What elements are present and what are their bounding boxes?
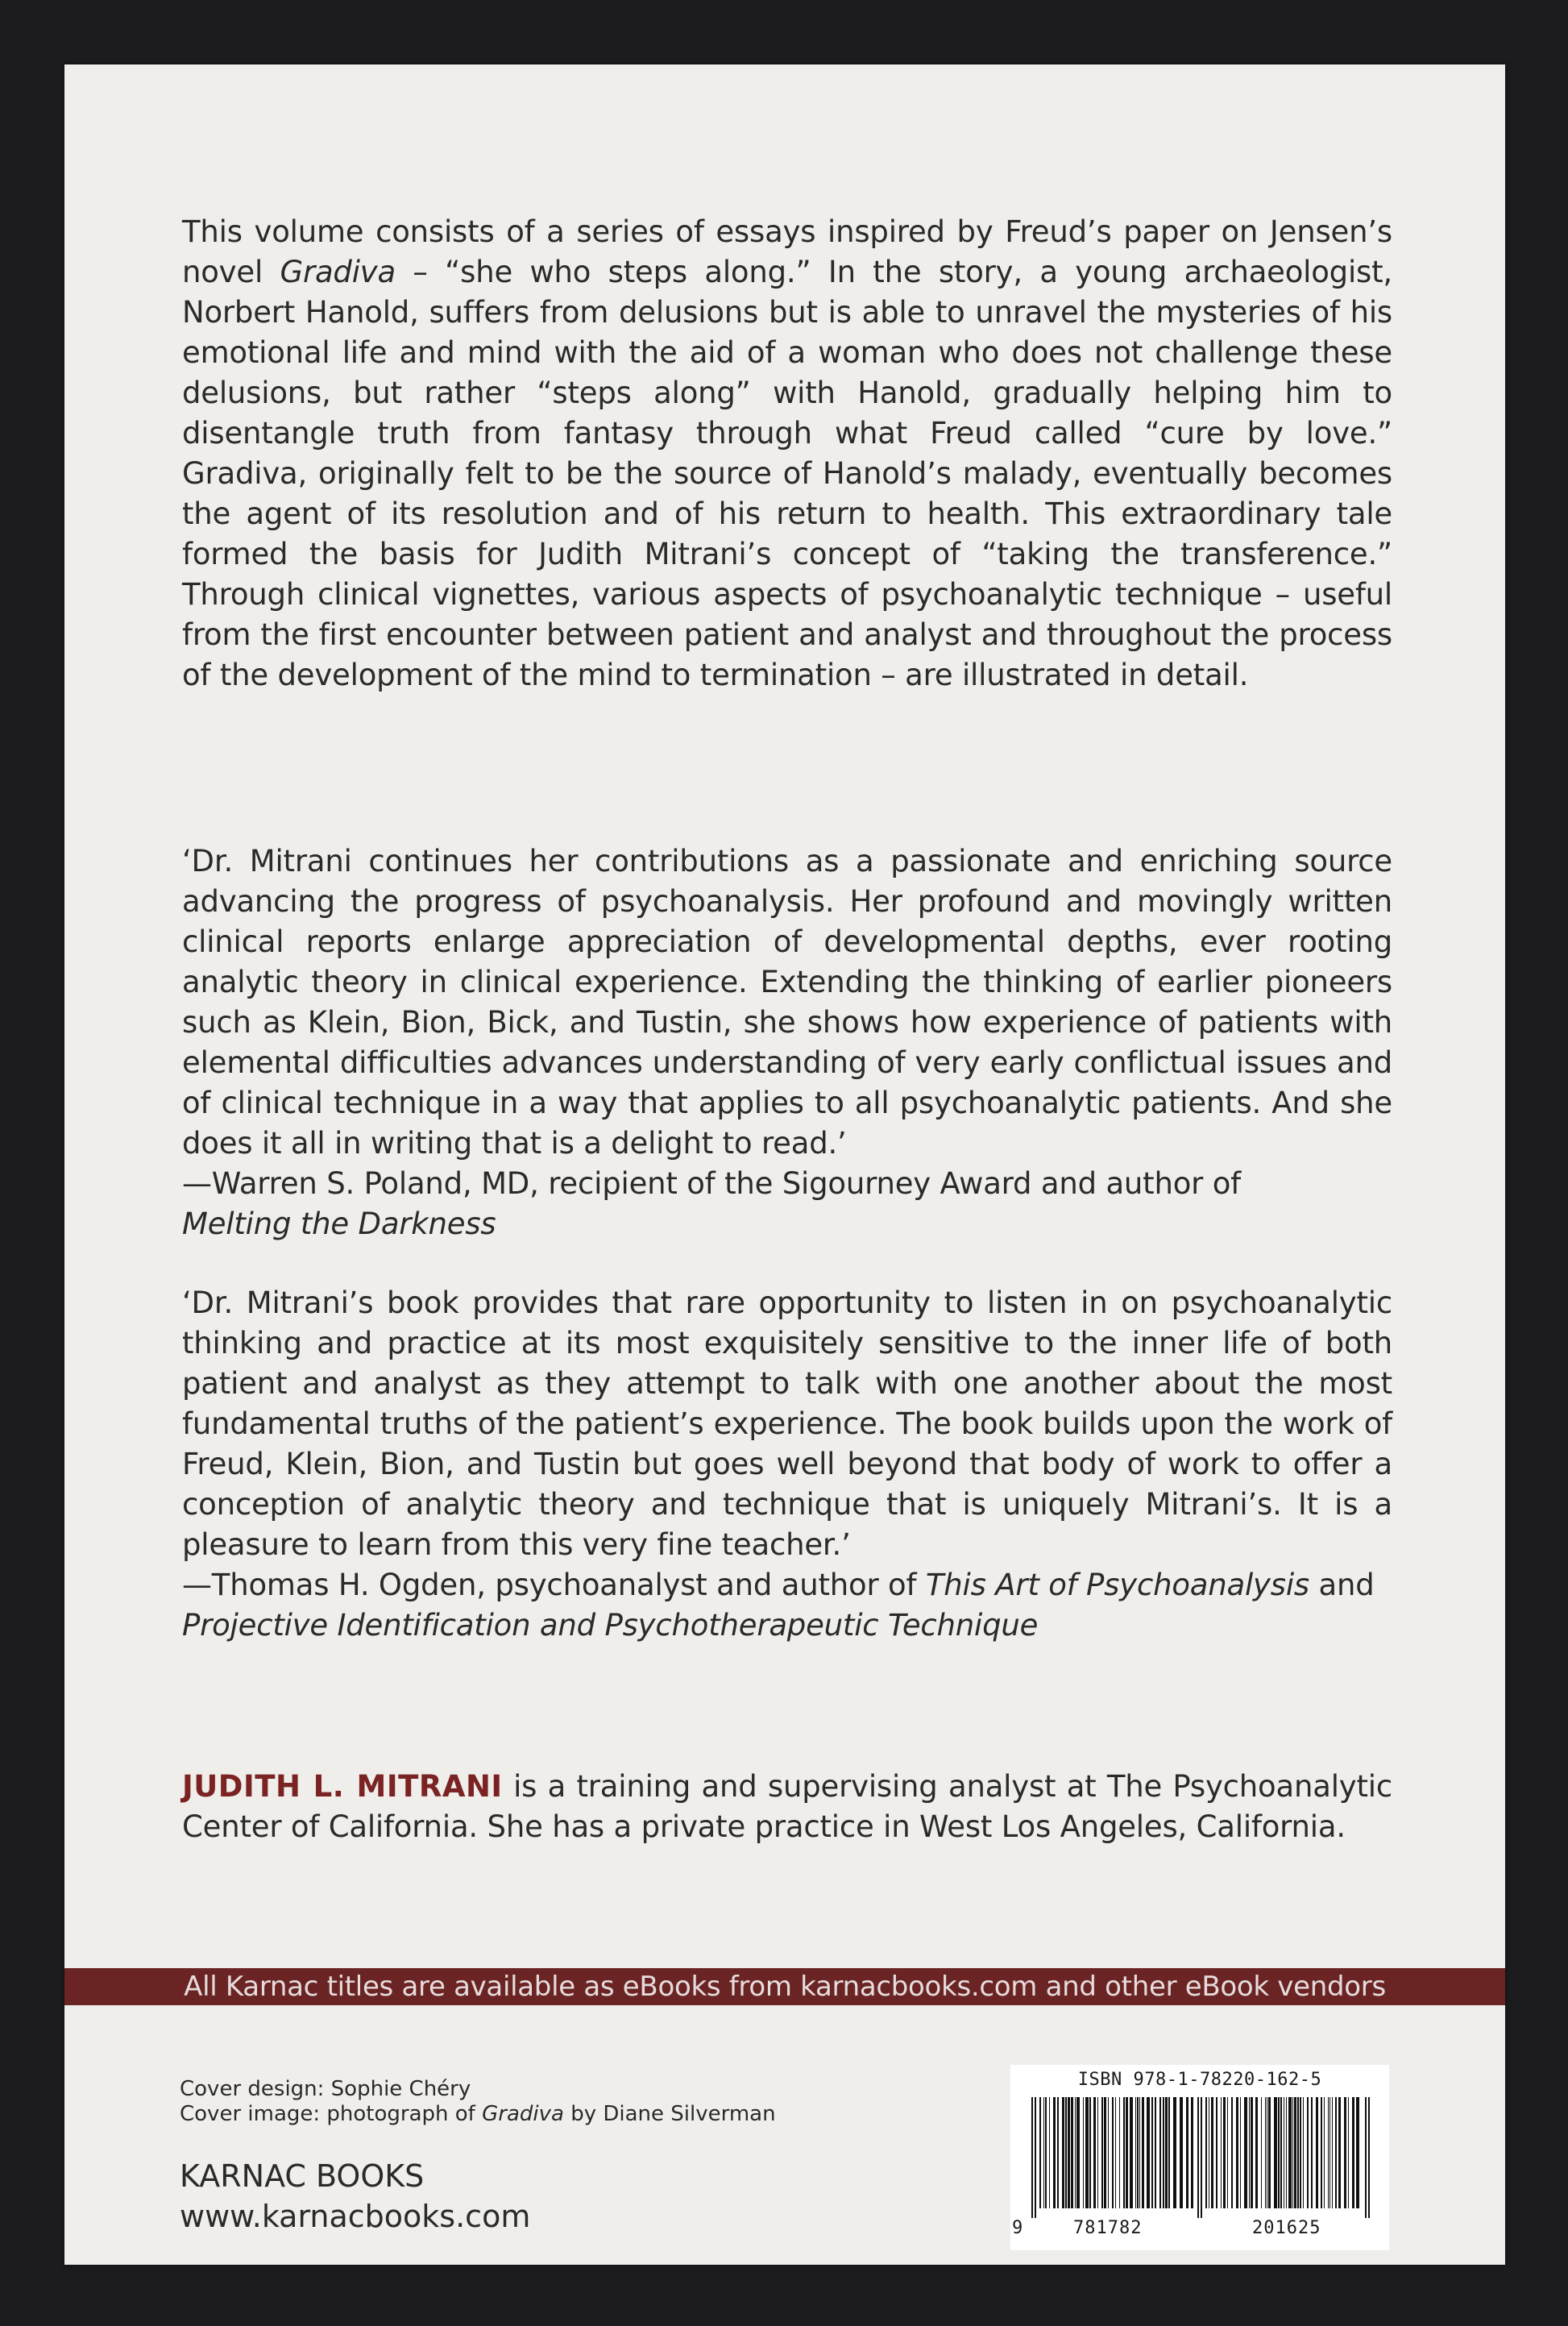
- barcode-bar: [1135, 2097, 1136, 2208]
- barcode-bar: [1338, 2097, 1341, 2208]
- barcode-bar: [1307, 2097, 1309, 2208]
- barcode-digits-right: 201625: [1252, 2218, 1321, 2238]
- barcode-bar: [1221, 2097, 1222, 2208]
- barcode-bar: [1249, 2097, 1250, 2208]
- barcode-bar: [1297, 2097, 1299, 2208]
- publisher-block: [180, 2156, 530, 2237]
- review-poland: [182, 841, 1392, 1244]
- barcode-bar: [1108, 2097, 1109, 2208]
- author-name: JUDITH L. MITRANI: [182, 1769, 503, 1804]
- barcode-guard-bar: [1201, 2097, 1202, 2218]
- cover-credits: [180, 2077, 776, 2127]
- barcode-bar: [1329, 2097, 1330, 2208]
- barcode-guard-bar: [1197, 2097, 1199, 2218]
- barcode-bar: [1300, 2097, 1301, 2208]
- barcode-bar: [1311, 2097, 1313, 2208]
- publisher-url: www.karnacbooks.com: [180, 2199, 531, 2234]
- barcode-bar: [1057, 2097, 1059, 2208]
- barcode-guard-bar: [1031, 2097, 1033, 2218]
- barcode-bar: [1356, 2097, 1359, 2208]
- cover-design-credit: Cover design: Sophie Chéry: [180, 2077, 471, 2101]
- barcode-bar: [1268, 2097, 1271, 2208]
- barcode-bar: [1076, 2097, 1080, 2208]
- barcode-bar: [1223, 2097, 1226, 2208]
- description-text-rest: – “she who steps along.” In the story, a young archaeologist, Norbert Hanold, suffers from delusions but is able to unravel the mysteries of his emotional life and mind with the aid of a woman who does not challenge these delusions, but rather “steps along” with Hanold, gradually helping him to disentangle truth from fantasy through what Freud called “cure by love.” Gradiva, originally felt to be the source of Hanold’s malady, eventually becomes the agent of its resolution and of his return to health. This extraordinary tale formed the basis for Judith Mitrani’s concept of “taking the transference.” Through clinical vignettes, various aspects of psychoanalytic technique – useful from the first encounter between patient and analyst and throughout the process of the development of the mind to termination – are illustrated in detail.: [182, 255, 1392, 692]
- barcode-bar: [1168, 2097, 1170, 2208]
- barcode-bar: [1344, 2097, 1346, 2208]
- barcode-bar: [1236, 2097, 1238, 2208]
- barcode-bar: [1115, 2097, 1116, 2208]
- barcode-bar: [1186, 2097, 1188, 2208]
- barcode-bar: [1348, 2097, 1349, 2208]
- barcode-bar: [1316, 2097, 1318, 2208]
- barcode-bar: [1328, 2097, 1329, 2208]
- barcode-guard-bar: [1368, 2097, 1370, 2218]
- barcode-bar: [1255, 2097, 1258, 2208]
- barcode-bar: [1292, 2097, 1293, 2208]
- barcode-bar: [1205, 2097, 1207, 2208]
- barcode-bar: [1240, 2097, 1241, 2208]
- barcode-bar: [1139, 2097, 1140, 2208]
- barcode-bars: [1018, 2097, 1381, 2218]
- barcode-bar: [1274, 2097, 1277, 2208]
- barcode-bar: [1286, 2097, 1287, 2208]
- book-description: [182, 212, 1392, 696]
- barcode-bar: [1101, 2097, 1103, 2208]
- barcode-bar: [1173, 2097, 1176, 2208]
- barcode-bar: [1321, 2097, 1322, 2208]
- barcode-guard-bar: [1365, 2097, 1367, 2218]
- barcode-bar: [1119, 2097, 1120, 2208]
- barcode-bar: [1039, 2097, 1041, 2208]
- barcode-bar: [1097, 2097, 1098, 2208]
- barcode-bar: [1147, 2097, 1150, 2208]
- barcode-bar: [1043, 2097, 1044, 2208]
- barcode-bar: [1265, 2097, 1266, 2208]
- barcode-bar: [1261, 2097, 1262, 2208]
- barcode-guard-bar: [1035, 2097, 1036, 2218]
- barcode-bar: [1352, 2097, 1354, 2208]
- barcode-bar: [1062, 2097, 1064, 2208]
- review-quote: ‘Dr. Mitrani’s book provides that rare opportunity to listen in on psychoanalytic thinking and practice at its most exquisitely sensitive to the inner life of both patient and analyst as they attempt to talk with one another about the most fundamental truths of the patient’s experience. The book builds upon the work of Freud, Klein, Bion, and Tustin but goes well beyond that body of work to offer a conception of analytic theory and technique that is uniquely Mitrani’s. It is a pleasure to learn from this very fine teacher.’: [182, 1286, 1392, 1562]
- barcode-bar: [1211, 2097, 1213, 2208]
- barcode-bar: [1045, 2097, 1047, 2208]
- barcode-bar: [1053, 2097, 1056, 2208]
- barcode-digits-left: 781782: [1073, 2218, 1143, 2238]
- barcode-bar: [1155, 2097, 1156, 2208]
- review-quote: ‘Dr. Mitrani continues her contributions as a passionate and enriching source advancing the progress of psychoanalysis. Her profound and movingly written clinical reports enlarge appreciation of developmental depths, ever rooting analytic theory in clinical experience. Extending the thinking of earlier pioneers such as Klein, Bion, Bick, and Tustin, she shows how experience of patients with elemental difficulties advances understanding of very early conflictual issues and of clinical technique in a way that applies to all psychoanalytic patients. And she does it all in writing that is a delight to read.’: [182, 844, 1392, 1161]
- barcode-bar: [1280, 2097, 1282, 2208]
- publisher-name: KARNAC BOOKS: [180, 2158, 425, 2194]
- barcode-bar: [1332, 2097, 1333, 2208]
- description-text: This volume consists of a series of essays inspired by Freud’s paper on Jensen’s novel: [182, 214, 1392, 289]
- barcode-bar: [1123, 2097, 1125, 2208]
- barcode-bar: [1089, 2097, 1091, 2208]
- cover-image-credit: Cover image: photograph of Gradiva by Diane Silverman: [180, 2102, 776, 2126]
- isbn-number: ISBN 978-1-78220-162-5: [1077, 2070, 1322, 2090]
- barcode-bar: [1244, 2097, 1247, 2208]
- barcode-bar: [1085, 2097, 1089, 2208]
- barcode-bar: [1104, 2097, 1106, 2208]
- barcode-bar: [1126, 2097, 1128, 2208]
- barcode-bar: [1180, 2097, 1183, 2208]
- barcode-bar: [1227, 2097, 1228, 2208]
- barcode-bar: [1324, 2097, 1325, 2208]
- barcode-bar: [1231, 2097, 1233, 2208]
- review-book-title: Melting the Darkness: [182, 1207, 496, 1241]
- barcode-bar: [1294, 2097, 1296, 2208]
- barcode-bar: [1049, 2097, 1050, 2208]
- barcode-bar: [1278, 2097, 1280, 2208]
- barcode-bar: [1151, 2097, 1153, 2208]
- barcode-bar: [1216, 2097, 1217, 2208]
- review-book-title: Projective Identification and Psychotherapeutic Technique: [182, 1608, 1039, 1643]
- barcode-bar: [1130, 2097, 1133, 2208]
- author-bio: [182, 1767, 1392, 1847]
- barcode-bar: [1075, 2097, 1076, 2208]
- description-title-italic: Gradiva: [280, 255, 396, 289]
- isbn-barcode: [1010, 2065, 1389, 2250]
- barcode-digit-first: 9: [1012, 2218, 1024, 2238]
- barcode-bar: [1071, 2097, 1073, 2208]
- barcode-bar: [1065, 2097, 1067, 2208]
- barcode-bar: [1165, 2097, 1168, 2208]
- review-attribution: —Warren S. Poland, MD, recipient of the Sigourney Award and author of: [182, 1166, 1242, 1201]
- author-bio-text: is a training and supervising analyst at The Psychoanalytic Center of California. She has a private practice in West Los Angeles, California.: [182, 1769, 1392, 1844]
- review-book-title: This Art of Psychoanalysis: [925, 1568, 1309, 1602]
- barcode-bar: [1112, 2097, 1114, 2208]
- barcode-bar: [1083, 2097, 1084, 2208]
- barcode-bar: [1288, 2097, 1292, 2208]
- barcode-bar: [1159, 2097, 1161, 2208]
- barcode-bar: [1191, 2097, 1193, 2208]
- book-back-cover: [64, 64, 1505, 2265]
- barcode-bar: [1142, 2097, 1144, 2208]
- barcode-bar: [1093, 2097, 1096, 2208]
- barcode-bar: [1303, 2097, 1304, 2208]
- review-ogden: [182, 1283, 1392, 1646]
- review-attribution: —Thomas H. Ogden, psychoanalyst and author of This Art of Psychoanalysis and: [182, 1568, 1375, 1602]
- barcode-bar: [1137, 2097, 1139, 2208]
- barcode-bar: [1068, 2097, 1070, 2208]
- barcode-bar: [1163, 2097, 1164, 2208]
- ebook-banner: All Karnac titles are available as eBooks from karnacbooks.com and other eBook vendors: [64, 1968, 1505, 2005]
- barcode-bar: [1335, 2097, 1337, 2208]
- barcode-bar: [1251, 2097, 1253, 2208]
